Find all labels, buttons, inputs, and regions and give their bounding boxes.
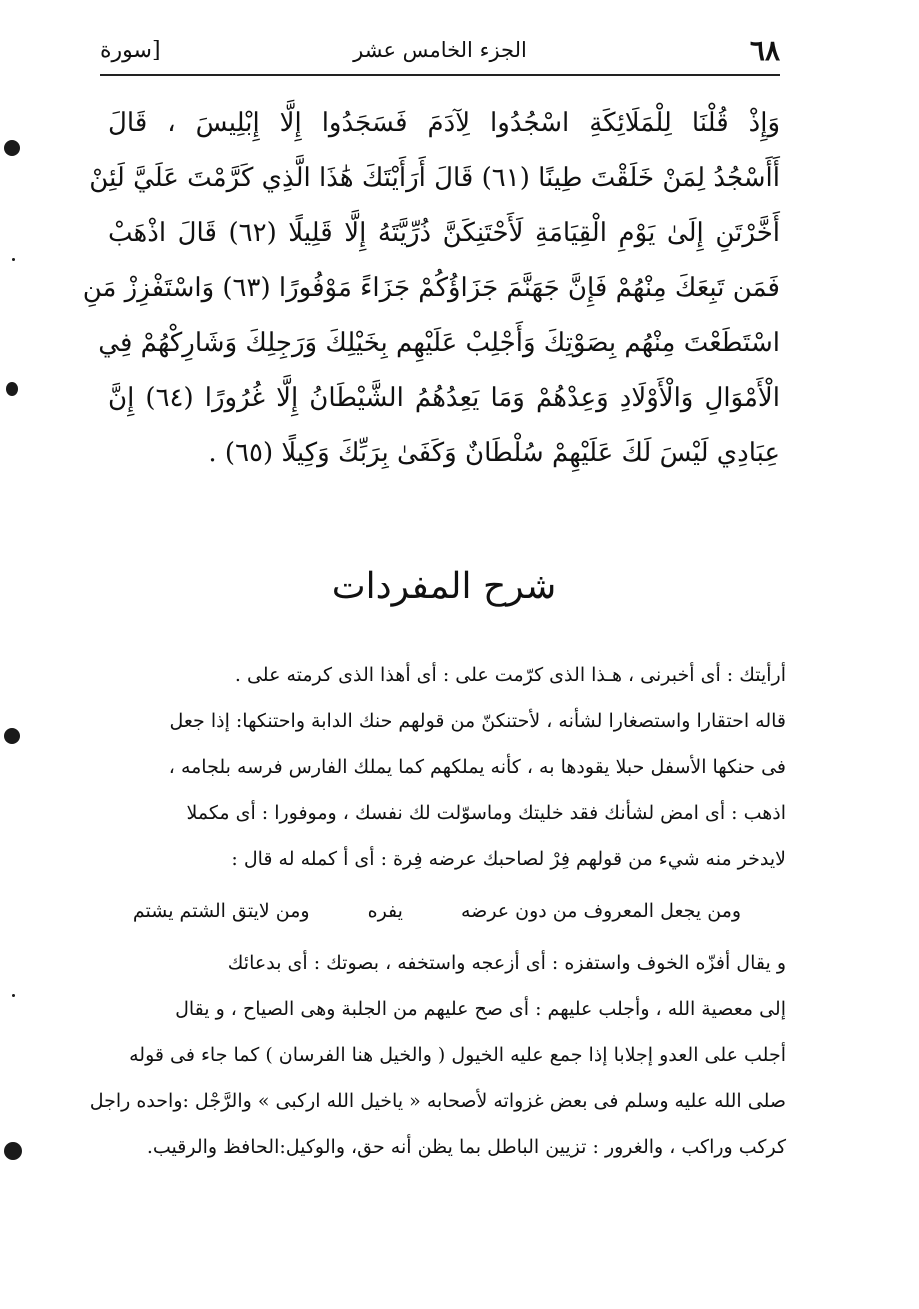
commentary-line: كركب وراكب ، والغرور : تزيين الباطل بما يظن أنه حق، والوكيل:الحافظ والرقيب.: [146, 1136, 786, 1158]
poem-hemistich: يفره: [367, 900, 403, 922]
commentary-line: قاله احتقارا واستصغارا لشأنه ، لأحتنكنّ من قولهم حنك الدابة واحتنكها: إذا جعل: [169, 710, 786, 732]
scan-speck: [12, 994, 15, 997]
verse-line: أَخَّرْتَنِ إِلَىٰ يَوْمِ الْقِيَامَةِ لَأَحْتَنِكَنَّ ذُرِّيَّتَهُ إِلَّا قَلِيلًا (٦٢) قَالَ اذْهَبْ: [108, 218, 780, 248]
scan-speck: [4, 140, 20, 156]
quran-verses: [82, 96, 780, 481]
poem-verse: [100, 882, 786, 940]
verse-line: فَمَن تَبِعَكَ مِنْهُمْ فَإِنَّ جَهَنَّمَ جَزَاؤُكُمْ جَزَاءً مَوْفُورًا (٦٣) وَاسْتَفْزِزْ مَنِ: [82, 273, 780, 303]
commentary: [89, 652, 786, 1170]
verse-line: الْأَمْوَالِ وَالْأَوْلَادِ وَعِدْهُمْ وَمَا يَعِدُهُمُ الشَّيْطَانُ إِلَّا غُرُورًا (٦٤) إِنَّ: [108, 383, 780, 413]
commentary-line: صلى الله عليه وسلم فى بعض غزواته لأصحابه « ياخيل الله اركبى » والرَّجْل :واحده راجل: [89, 1090, 786, 1112]
poem-hemistich: ومن يجعل المعروف من دون عرضه: [461, 900, 742, 922]
verse-line: عِبَادِي لَيْسَ لَكَ عَلَيْهِمْ سُلْطَانٌ وَكَفَىٰ بِرَبِّكَ وَكِيلًا (٦٥) .: [208, 438, 780, 468]
commentary-line: إلى معصية الله ، وأجلب عليهم : أى صح عليهم من الجلبة وهى الصياح ، و يقال: [175, 998, 786, 1020]
running-title: الجزء الخامس عشر: [353, 38, 527, 62]
page-header: [100, 32, 780, 76]
header-rule: [100, 74, 780, 76]
verse-line: أَأَسْجُدُ لِمَنْ خَلَقْتَ طِينًا (٦١) قَالَ أَرَأَيْتَكَ هَٰذَا الَّذِي كَرَّمْتَ عَلَيَّ لَئِنْ: [89, 163, 780, 193]
commentary-line: أجلب على العدو إجلابا إذا جمع عليه الخيول ( والخيل هنا الفرسان ) كما جاء فى قوله: [129, 1044, 786, 1066]
section-heading: شرح المفردات: [331, 566, 557, 607]
scan-speck: [12, 258, 15, 261]
commentary-line: لايدخر منه شيء من قولهم فِرْ لصاحبك عرضه فِرة : أى أ كمله له قال :: [231, 848, 786, 870]
scan-speck: [4, 1142, 22, 1160]
verse-line: وَإِذْ قُلْنَا لِلْمَلَائِكَةِ اسْجُدُوا لِآدَمَ فَسَجَدُوا إِلَّا إِبْلِيسَ ، قَالَ: [108, 108, 780, 138]
commentary-line: و يقال أفزّه الخوف واستفزه : أى أزعجه واستخفه ، بصوتك : أى بدعائك: [227, 952, 786, 974]
commentary-line: اذهب : أى امض لشأنك فقد خليتك وماسوّلت لك نفسك ، وموفورا : أى مكملا: [186, 802, 786, 824]
verse-line: اسْتَطَعْتَ مِنْهُم بِصَوْتِكَ وَأَجْلِبْ عَلَيْهِم بِخَيْلِكَ وَرَجِلِكَ وَشَارِكْهُمْ فِي: [98, 328, 780, 358]
surah-label: [سورة: [100, 38, 161, 63]
page-number: ٦٨: [749, 34, 780, 67]
commentary-line: أرأيتك : أى أخبرنى ، هـذا الذى كرّمت على : أى أهذا الذى كرمته على .: [234, 664, 786, 686]
poem-hemistich: ومن لايتق الشتم يشتم: [132, 900, 310, 922]
commentary-line: فى حنكها الأسفل حبلا يقودها به ، كأنه يملكهم كما يملك الفارس فرسه بلجامه ،: [168, 756, 786, 778]
scan-speck: [6, 382, 18, 396]
scan-speck: [4, 728, 20, 744]
